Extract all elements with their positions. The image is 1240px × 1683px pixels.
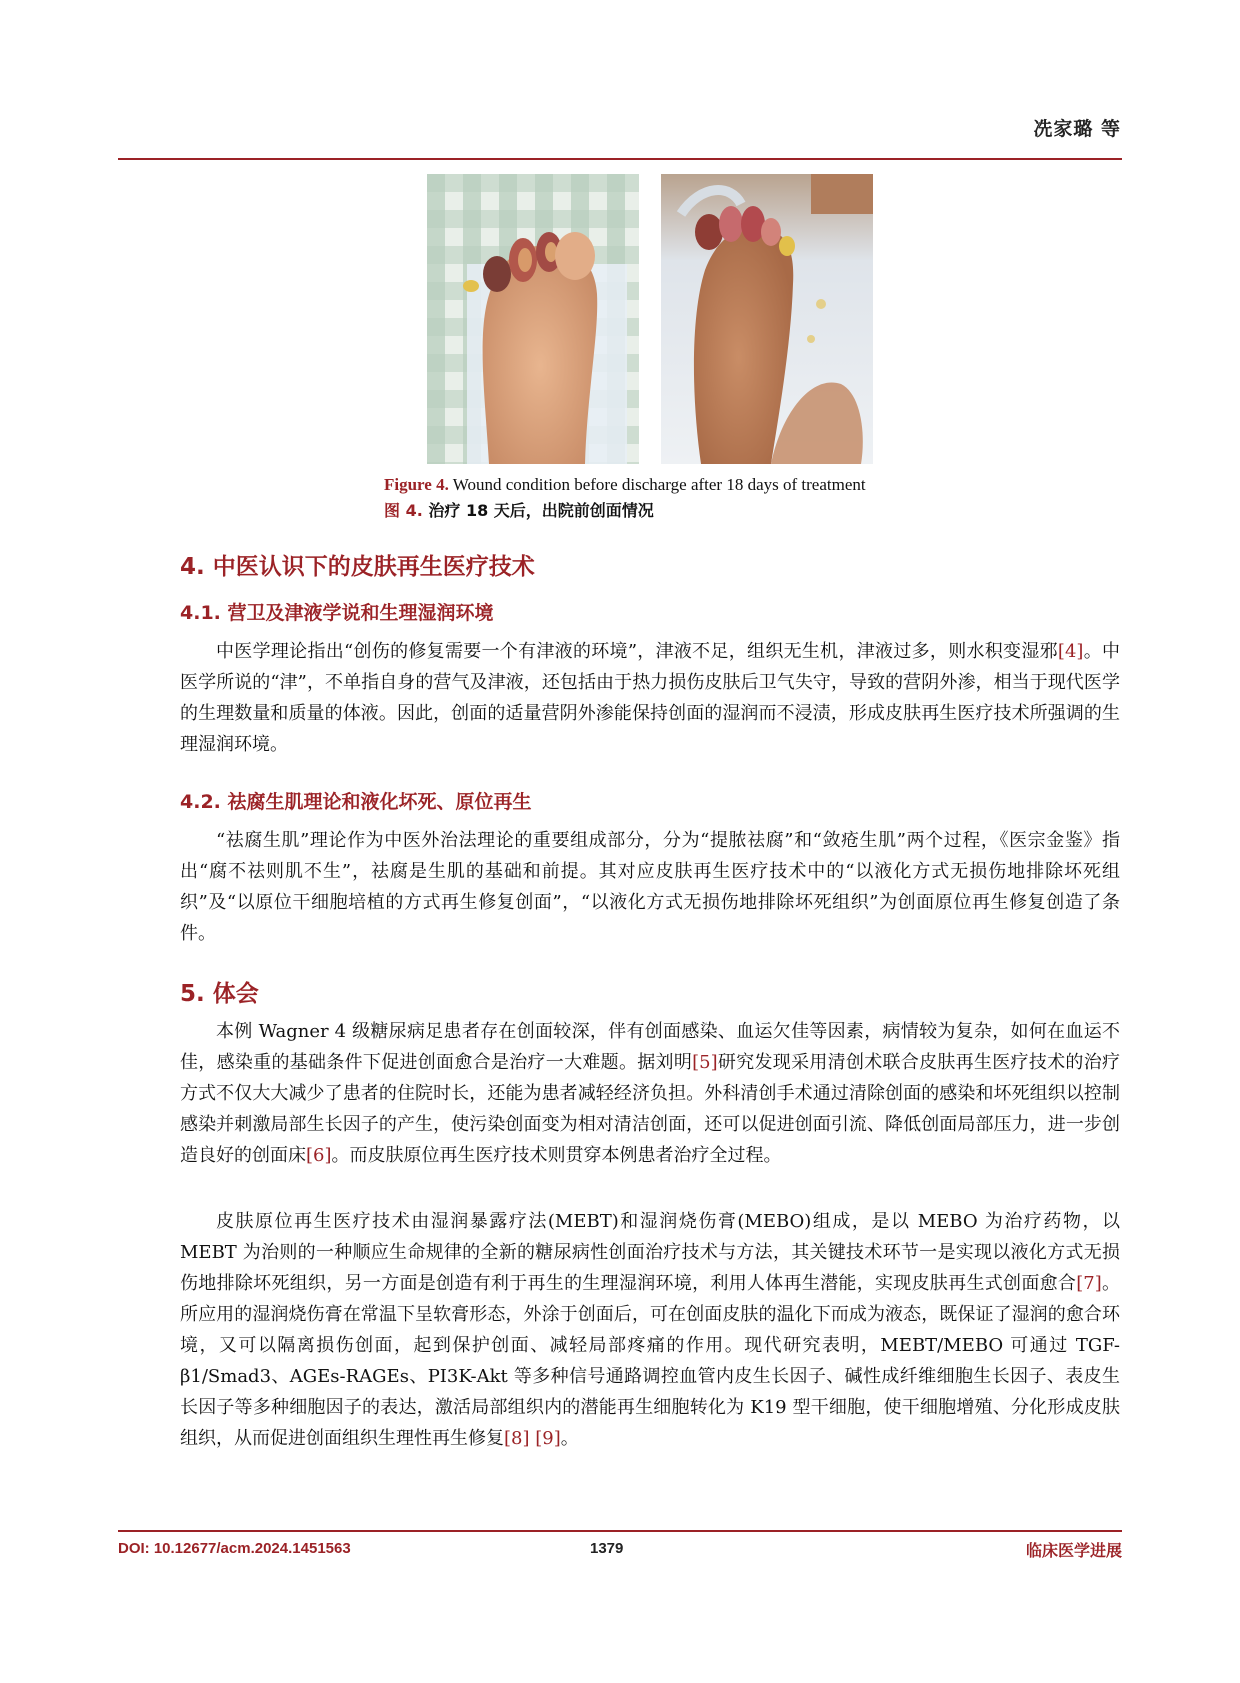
figure-caption-zh <box>384 498 654 521</box>
section-5-paragraph-1 <box>180 1016 1120 1171</box>
figure-4 <box>0 174 1240 464</box>
wound-photo-right <box>661 174 873 464</box>
figure-caption-en <box>384 475 866 495</box>
figure-caption-en-label: Figure 4. <box>384 475 449 494</box>
figure-caption-en-text: Wound condition before discharge after 18 days of treatment <box>448 475 866 494</box>
text-run: 研究发现采用清创术联合皮肤再生医疗技术的治疗方式不仅大大减少了患者的住院时长，还能为患者减轻经济负担。外科清创手术通过清除创面的感染和坏死组织以控制感染并刺激局部生长因子的产生，使污染创面变为相对清洁创面，还可以促进创面引流、降低创面局部压力，进一步创造良好的创面床 <box>180 1052 1121 1166</box>
foot-photo-toes-image <box>661 174 873 464</box>
text-run: 。所应用的湿润烧伤膏在常温下呈软膏形态，外涂于创面后，可在创面皮肤的温化下而成为液态，既保证了湿润的愈合环境，又可以隔离损伤创面，起到保护创面、减轻局部疼痛的作用。现代研究表明，MEBT/MEBO 可通过 TGF-β1/Smad3、AGEs-RAGEs、PI3K-Akt 等多种信号通路调控血管内皮生长因子、碱性成纤维细胞生长因子、表皮生长因子等多种细胞因子的表达，激活局部组织内的潜能再生细胞转化为 K19 型干细胞，使干细胞增殖、分化形成皮肤组织，从而促进创面组织生理性再生修复 <box>180 1273 1121 1449</box>
header-divider <box>118 158 1122 160</box>
citation-link[interactable]: [4] <box>1057 641 1084 662</box>
footer-divider <box>118 1530 1122 1532</box>
citation-link[interactable]: [7] <box>1076 1273 1102 1294</box>
running-header-author: 冼家璐 等 <box>1033 118 1121 140</box>
section-5-heading: 5. 体会 <box>180 981 259 1007</box>
section-5-paragraph-2 <box>180 1206 1120 1454</box>
section-4-heading: 4. 中医认识下的皮肤再生医疗技术 <box>180 554 535 580</box>
text-run: 。而皮肤原位再生医疗技术则贯穿本例患者治疗全过程。 <box>331 1145 782 1166</box>
text-run: 。 <box>560 1428 579 1449</box>
citation-link[interactable]: [5] <box>692 1052 718 1073</box>
section-4-2-heading: 4.2. 祛腐生肌理论和液化坏死、原位再生 <box>180 791 532 813</box>
footer-page-number: 1379 <box>590 1540 624 1557</box>
wound-photo-left <box>427 174 639 464</box>
section-4-1-paragraph <box>180 636 1120 760</box>
citation-link[interactable]: [6] <box>306 1145 332 1166</box>
text-run: 本例 Wagner 4 级糖尿病足患者存在创面较深，伴有创面感染、血运欠佳等因素，病情较为复杂，如何在血运不佳，感染重的基础条件下促进创面愈合是治疗一大难题。据刘明 <box>180 1021 1120 1073</box>
text-run: 。中医学所说的“津”，不单指自身的营气及津液，还包括由于热力损伤皮肤后卫气失守，导致的营阴外渗，相当于现代医学的生理数量和质量的体液。因此，创面的适量营阴外渗能保持创面的湿润而不浸渍，形成皮肤再生医疗技术所强调的生理湿润环境。 <box>180 641 1120 755</box>
section-4-2-paragraph: “祛腐生肌”理论作为中医外治法理论的重要组成部分，分为“提脓祛腐”和“敛疮生肌”两个过程，《医宗金鉴》指出“腐不祛则肌不生”，祛腐是生肌的基础和前提。其对应皮肤再生医疗技术中的“以液化方式无损伤地排除坏死组织”及“以原位干细胞培植的方式再生修复创面”，“以液化方式无损伤地排除坏死组织”为创面原位再生修复创造了条件。 <box>180 830 1120 944</box>
foot-photo-dorsal-image <box>427 174 639 464</box>
footer-journal-name: 临床医学进展 <box>1025 1541 1122 1560</box>
figure-caption-zh-label: 图 4. <box>384 501 423 520</box>
text-run: 中医学理论指出“创伤的修复需要一个有津液的环境”，津液不足，组织无生机，津液过多，则水积变湿邪 <box>216 641 1058 662</box>
figure-caption-zh-text: 治疗 18 天后，出院前创面情况 <box>422 501 654 520</box>
footer-doi[interactable]: DOI: 10.12677/acm.2024.1451563 <box>118 1540 351 1557</box>
text-run: 皮肤原位再生医疗技术由湿润暴露疗法(MEBT)和湿润烧伤膏(MEBO)组成，是以 MEBO 为治疗药物，以 MEBT 为治则的一种顺应生命规律的全新的糖尿病性创面治疗技术与方法，其关键技术环节一是实现以液化方式无损伤地排除坏死组织，另一方面是创造有利于再生的生理湿润环境，利用人体再生潜能，实现皮肤再生式创面愈合 <box>180 1211 1120 1294</box>
citation-link[interactable]: [8] [9] <box>504 1428 561 1449</box>
section-4-1-heading: 4.1. 营卫及津液学说和生理湿润环境 <box>180 602 494 624</box>
